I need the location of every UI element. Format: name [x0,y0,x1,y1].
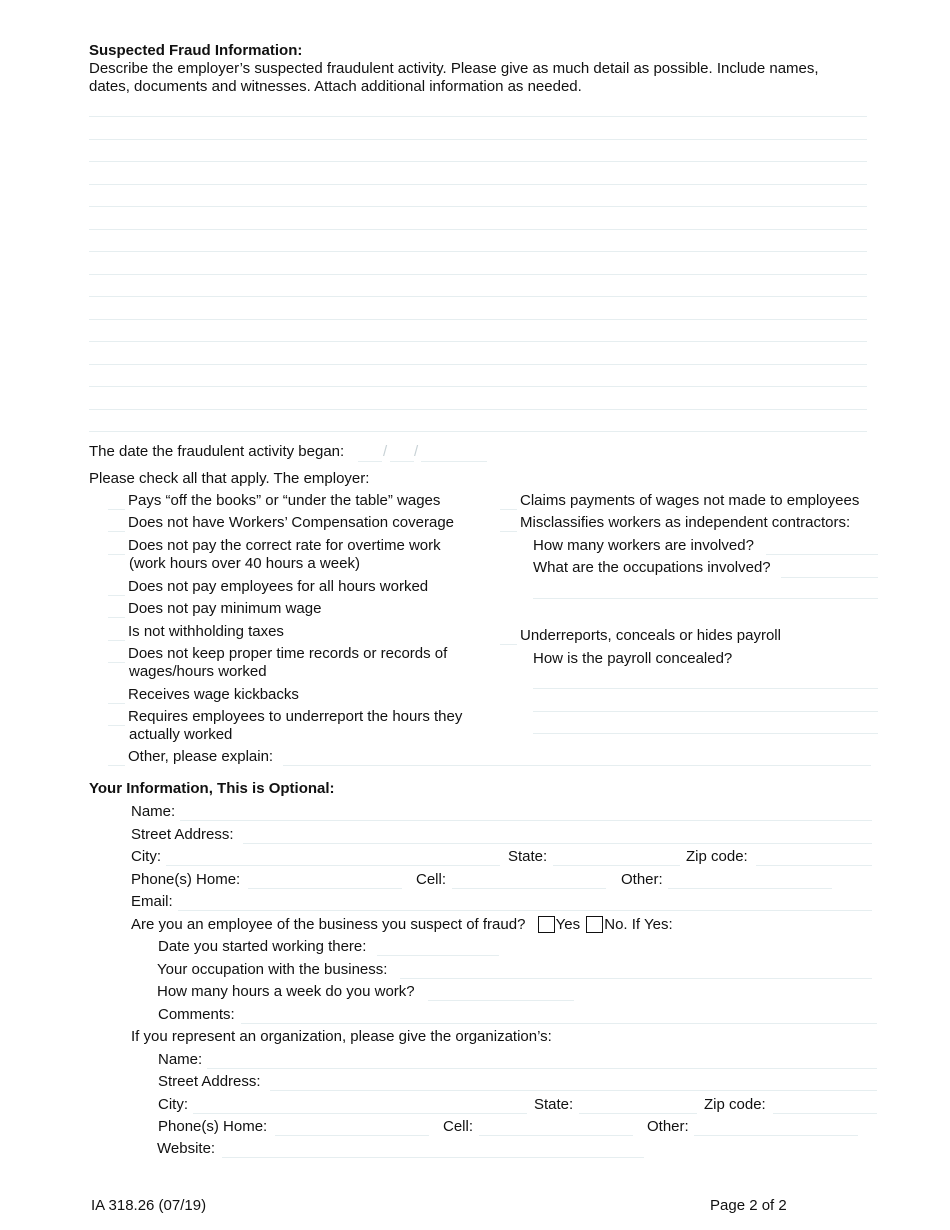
description-line[interactable] [89,296,867,297]
org-city-label: City: [158,1096,188,1113]
org-cell-field[interactable] [479,1115,633,1136]
checkbox-off-books[interactable] [108,494,125,510]
checkbox-no-workers-comp[interactable] [108,516,125,532]
your-street-field[interactable] [243,823,872,844]
hours-per-week-field[interactable] [428,980,574,1001]
employee-question [131,916,673,934]
description-line[interactable] [89,206,867,207]
your-city-field[interactable] [166,845,500,866]
your-other-phone-field[interactable] [668,868,832,889]
employee-question-text: Are you an employee of the business you suspect of fraud? [131,916,526,933]
other-explain-field[interactable] [283,745,871,766]
your-name-field[interactable] [180,800,872,821]
employee-no-label: No. If Yes: [604,916,673,933]
check-label-kickbacks: Receives wage kickbacks [128,686,299,703]
date-separator: / [414,443,419,460]
check-label-off-books: Pays “off the books” or “under the table” wages [128,492,441,509]
check-label-misclassifies: Misclassifies workers as independent contractors: [520,514,851,531]
check-label-underreport-hours: Requires employees to underreport the hours they [128,708,463,725]
payroll-concealed-line[interactable] [533,711,878,712]
description-line[interactable] [89,229,867,230]
date-year-field[interactable] [421,441,487,462]
check-label-no-workers-comp: Does not have Workers’ Compensation coverage [128,514,455,531]
checkbox-kickbacks[interactable] [108,688,125,704]
checkbox-time-records[interactable] [108,647,125,663]
org-cell-label: Cell: [443,1118,474,1135]
instructions-line-1: Describe the employer’s suspected fraudulent activity. Please give as much detail as possible. Include names, [89,60,819,77]
description-line[interactable] [89,161,867,162]
form-id: IA 318.26 (07/19) [91,1197,207,1214]
checkbox-misclassifies[interactable] [500,516,517,532]
description-line[interactable] [89,431,867,432]
check-label-not-all-hours: Does not pay employees for all hours worked [128,578,429,595]
your-zip-label: Zip code: [686,848,748,865]
organization-intro: If you represent an organization, please give the organization’s: [131,1028,552,1045]
section-title-your-info: Your Information, This is Optional: [89,780,335,797]
description-line[interactable] [89,409,867,410]
org-other-phone-label: Other: [647,1118,689,1135]
description-line[interactable] [89,319,867,320]
checkbox-overtime[interactable] [108,539,125,555]
your-cell-field[interactable] [452,868,606,889]
description-line[interactable] [89,139,867,140]
check-label-time-records: Does not keep proper time records or records of [128,645,448,662]
check-label-underreports-payroll: Underreports, conceals or hides payroll [520,627,781,644]
your-phone-home-label: Phone(s) Home: [131,871,241,888]
your-email-field[interactable] [178,890,872,911]
date-separator: / [383,443,388,460]
org-state-label: State: [534,1096,574,1113]
org-website-label: Website: [157,1140,216,1157]
org-zip-label: Zip code: [704,1096,766,1113]
org-website-field[interactable] [222,1137,644,1158]
description-line[interactable] [89,386,867,387]
date-started-label: Date you started working there: [158,938,367,955]
date-started-field[interactable] [377,935,499,956]
description-line[interactable] [89,116,867,117]
checkbox-not-all-hours[interactable] [108,580,125,596]
org-name-field[interactable] [207,1048,877,1069]
checkbox-other[interactable] [108,750,125,766]
your-other-phone-label: Other: [621,871,663,888]
check-label-overtime-detail: (work hours over 40 hours a week) [129,555,360,572]
org-other-phone-field[interactable] [694,1115,858,1136]
employee-yes-label: Yes [555,916,581,933]
org-name-label: Name: [158,1051,203,1068]
checkbox-withholding[interactable] [108,625,125,641]
how-many-workers-label: How many workers are involved? [533,537,754,554]
your-zip-field[interactable] [756,845,872,866]
date-day-field[interactable] [390,441,414,462]
your-email-label: Email: [131,893,173,910]
how-many-workers-field[interactable] [766,534,878,555]
payroll-concealed-line[interactable] [533,688,878,689]
check-label-overtime: Does not pay the correct rate for overtime work [128,537,441,554]
your-name-label: Name: [131,803,176,820]
org-phone-home-label: Phone(s) Home: [158,1118,268,1135]
date-month-field[interactable] [358,441,382,462]
your-state-label: State: [508,848,548,865]
your-occupation-label: Your occupation with the business: [157,961,388,978]
description-line[interactable] [89,251,867,252]
comments-field[interactable] [241,1003,877,1024]
checkbox-underreports-payroll[interactable] [500,629,517,645]
checkbox-claims-payments[interactable] [500,494,517,510]
check-label-time-records-detail: wages/hours worked [129,663,267,680]
date-began-label: The date the fraudulent activity began: [89,443,345,460]
description-line[interactable] [89,364,867,365]
employee-yes-checkbox[interactable] [538,916,555,933]
check-label-minimum-wage: Does not pay minimum wage [128,600,322,617]
your-city-label: City: [131,848,161,865]
org-state-field[interactable] [579,1093,697,1114]
org-street-field[interactable] [270,1070,877,1091]
checkbox-minimum-wage[interactable] [108,602,125,618]
your-phone-home-field[interactable] [248,868,402,889]
occupations-label: What are the occupations involved? [533,559,771,576]
comments-label: Comments: [158,1006,235,1023]
org-city-field[interactable] [193,1093,527,1114]
org-phone-home-field[interactable] [275,1115,429,1136]
check-all-intro: Please check all that apply. The employer: [89,470,370,487]
check-label-underreport-hours-detail: actually worked [129,726,233,743]
hours-per-week-label: How many hours a week do you work? [157,983,415,1000]
check-label-other: Other, please explain: [128,748,274,765]
section-title-fraud: Suspected Fraud Information: [89,42,303,59]
page-number: Page 2 of 2 [710,1197,787,1214]
your-cell-label: Cell: [416,871,447,888]
check-label-withholding: Is not withholding taxes [128,623,284,640]
description-line[interactable] [89,184,867,185]
org-street-label: Street Address: [158,1073,261,1090]
your-street-label: Street Address: [131,826,234,843]
checkbox-underreport-hours[interactable] [108,710,125,726]
your-occupation-field[interactable] [400,958,872,979]
payroll-concealed-label: How is the payroll concealed? [533,650,733,667]
description-line[interactable] [89,274,867,275]
description-line[interactable] [89,341,867,342]
occupations-extra-line[interactable] [533,598,878,599]
employee-no-checkbox[interactable] [586,916,603,933]
payroll-concealed-line[interactable] [533,733,878,734]
your-state-field[interactable] [553,845,680,866]
org-zip-field[interactable] [773,1093,877,1114]
occupations-field[interactable] [781,557,878,578]
check-label-claims-payments: Claims payments of wages not made to employees [520,492,860,509]
instructions-line-2: dates, documents and witnesses. Attach additional information as needed. [89,78,582,95]
